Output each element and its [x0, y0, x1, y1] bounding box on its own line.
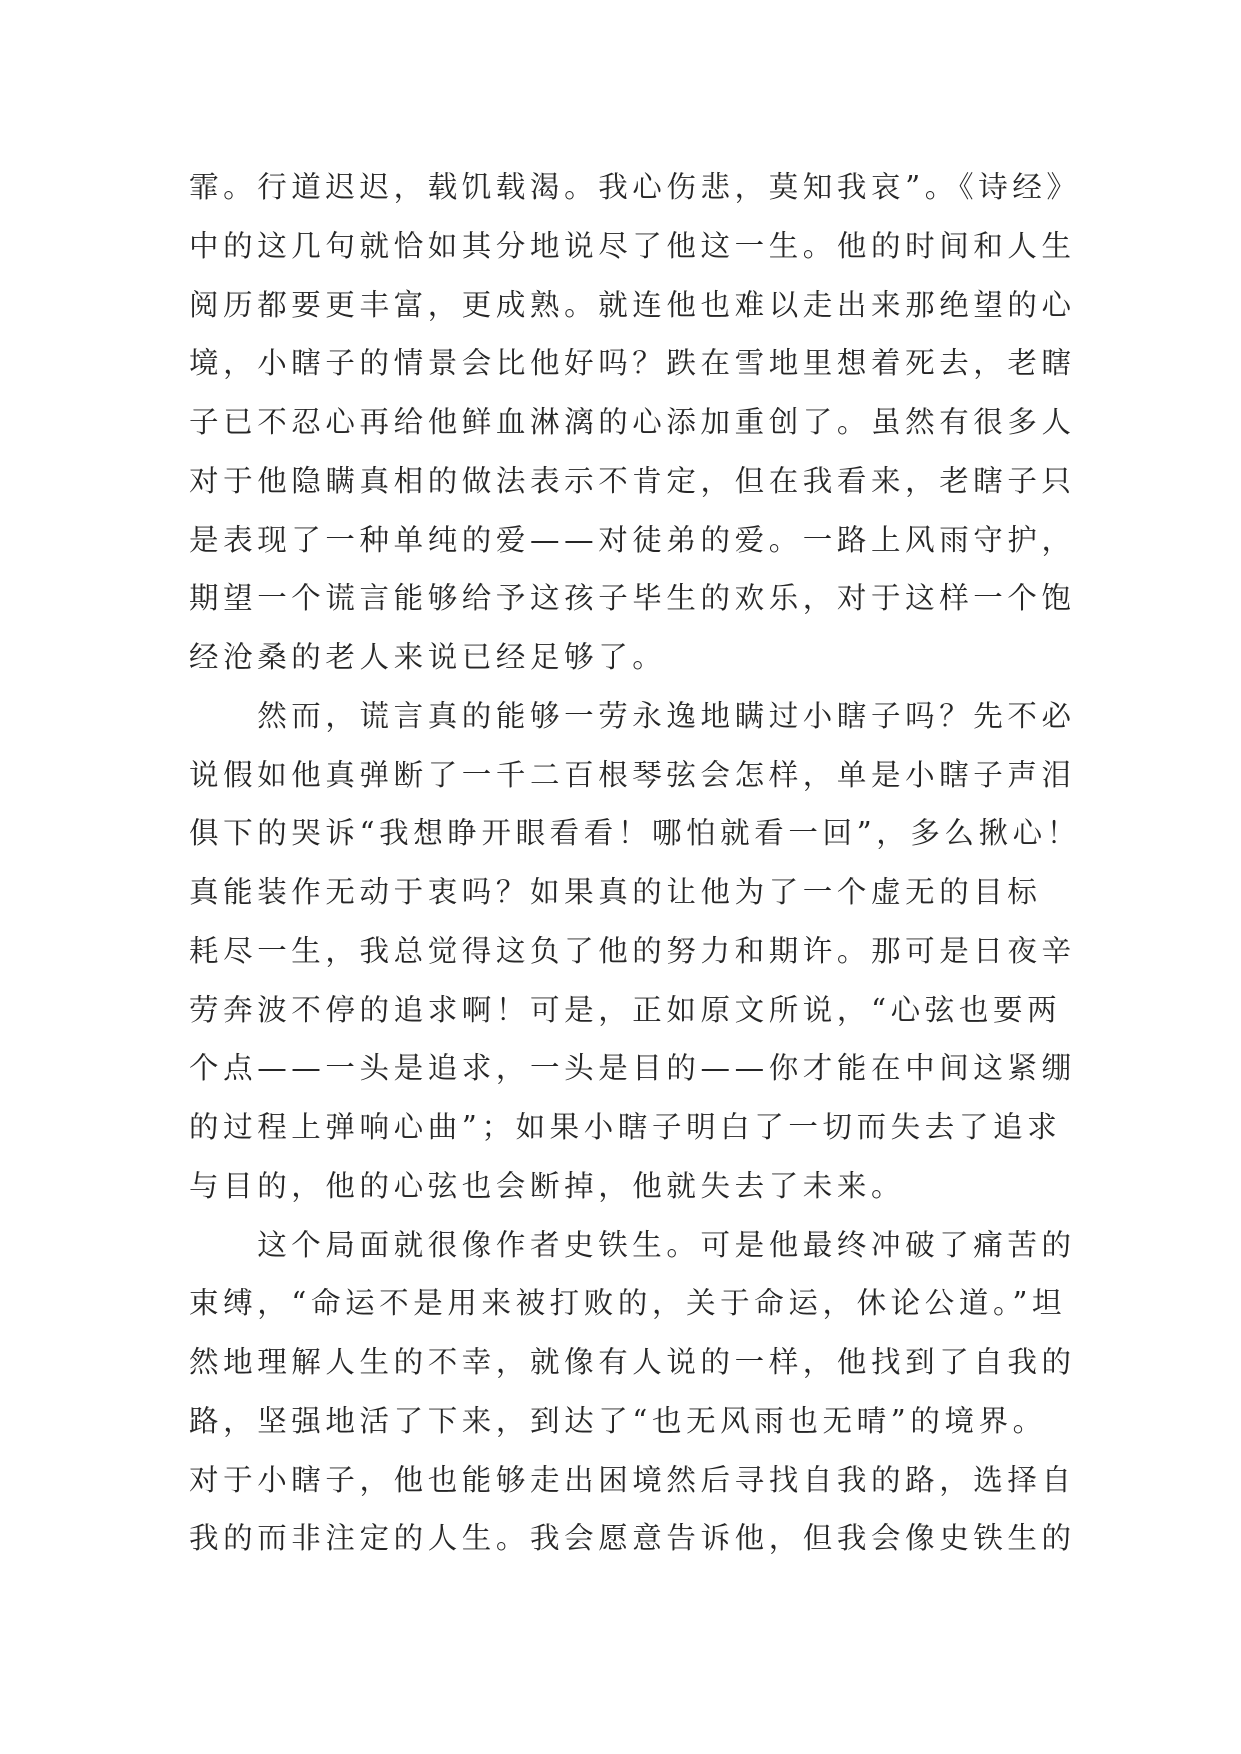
text-line: 对于他隐瞒真相的做法表示不肯定，但在我看来，老瞎子只 — [189, 463, 1076, 498]
text-line: 阅历都要更丰富，更成熟。就连他也难以走出来那绝望的心 — [189, 287, 1076, 322]
text-line: 对于小瞎子，他也能够走出困境然后寻找自我的路，选择自 — [189, 1462, 1076, 1497]
text-line: 真能装作无动于衷吗？如果真的让他为了一个虚无的目标 — [189, 875, 1042, 909]
text-line: 期望一个谎言能够给予这孩子毕生的欢乐，对于这样一个饱 — [189, 581, 1076, 616]
text-line: 耗尽一生，我总觉得这负了他的努力和期许。那可是日夜辛 — [189, 933, 1076, 968]
text-line: 劳奔波不停的追求啊！可是，正如原文所说，“心弦也要两 — [189, 992, 1062, 1027]
text-line: 然地理解人生的不幸，就像有人说的一样，他找到了自我的 — [189, 1345, 1076, 1379]
body-text — [189, 158, 1081, 1568]
text-line: 路，坚强地活了下来，到达了“也无风雨也无晴”的境界。 — [189, 1403, 1047, 1438]
text-line: 的过程上弹响心曲”；如果小瞎子明白了一切而失去了追求 — [189, 1110, 1062, 1144]
text-line: 中的这几句就恰如其分地说尽了他这一生。他的时间和人生 — [189, 228, 1076, 263]
text-line: 经沧桑的老人来说已经足够了。 — [189, 640, 667, 674]
text-line: 这个局面就很像作者史铁生。可是他最终冲破了痛苦的 — [189, 1227, 1076, 1262]
text-line: 与目的，他的心弦也会断掉，他就失去了未来。 — [189, 1168, 906, 1203]
text-line: 我的而非注定的人生。我会愿意告诉他，但我会像史铁生的 — [189, 1521, 1076, 1556]
text-line: 说假如他真弹断了一千二百根琴弦会怎样，单是小瞎子声泪 — [189, 757, 1076, 792]
text-line: 束缚，“命运不是用来被打败的，关于命运，休论公道。”坦 — [189, 1286, 1067, 1321]
text-line: 境，小瞎子的情景会比他好吗？跌在雪地里想着死去，老瞎 — [189, 346, 1076, 381]
text-line: 个点——一头是追求，一头是目的——你才能在中间这紧绷 — [189, 1051, 1076, 1086]
text-line: 俱下的哭诉“我想睁开眼看看！哪怕就看一回”，多么揪心！ — [189, 816, 1081, 851]
text-line: 然而，谎言真的能够一劳永逸地瞒过小瞎子吗？先不必 — [189, 698, 1076, 733]
text-line: 子已不忍心再给他鲜血淋漓的心添加重创了。虽然有很多人 — [189, 405, 1076, 439]
text-line: 霏。行道迟迟，载饥载渴。我心伤悲，莫知我哀”。《诗经》 — [189, 170, 1081, 204]
text-line: 是表现了一种单纯的爱——对徒弟的爱。一路上风雨守护， — [189, 522, 1076, 557]
